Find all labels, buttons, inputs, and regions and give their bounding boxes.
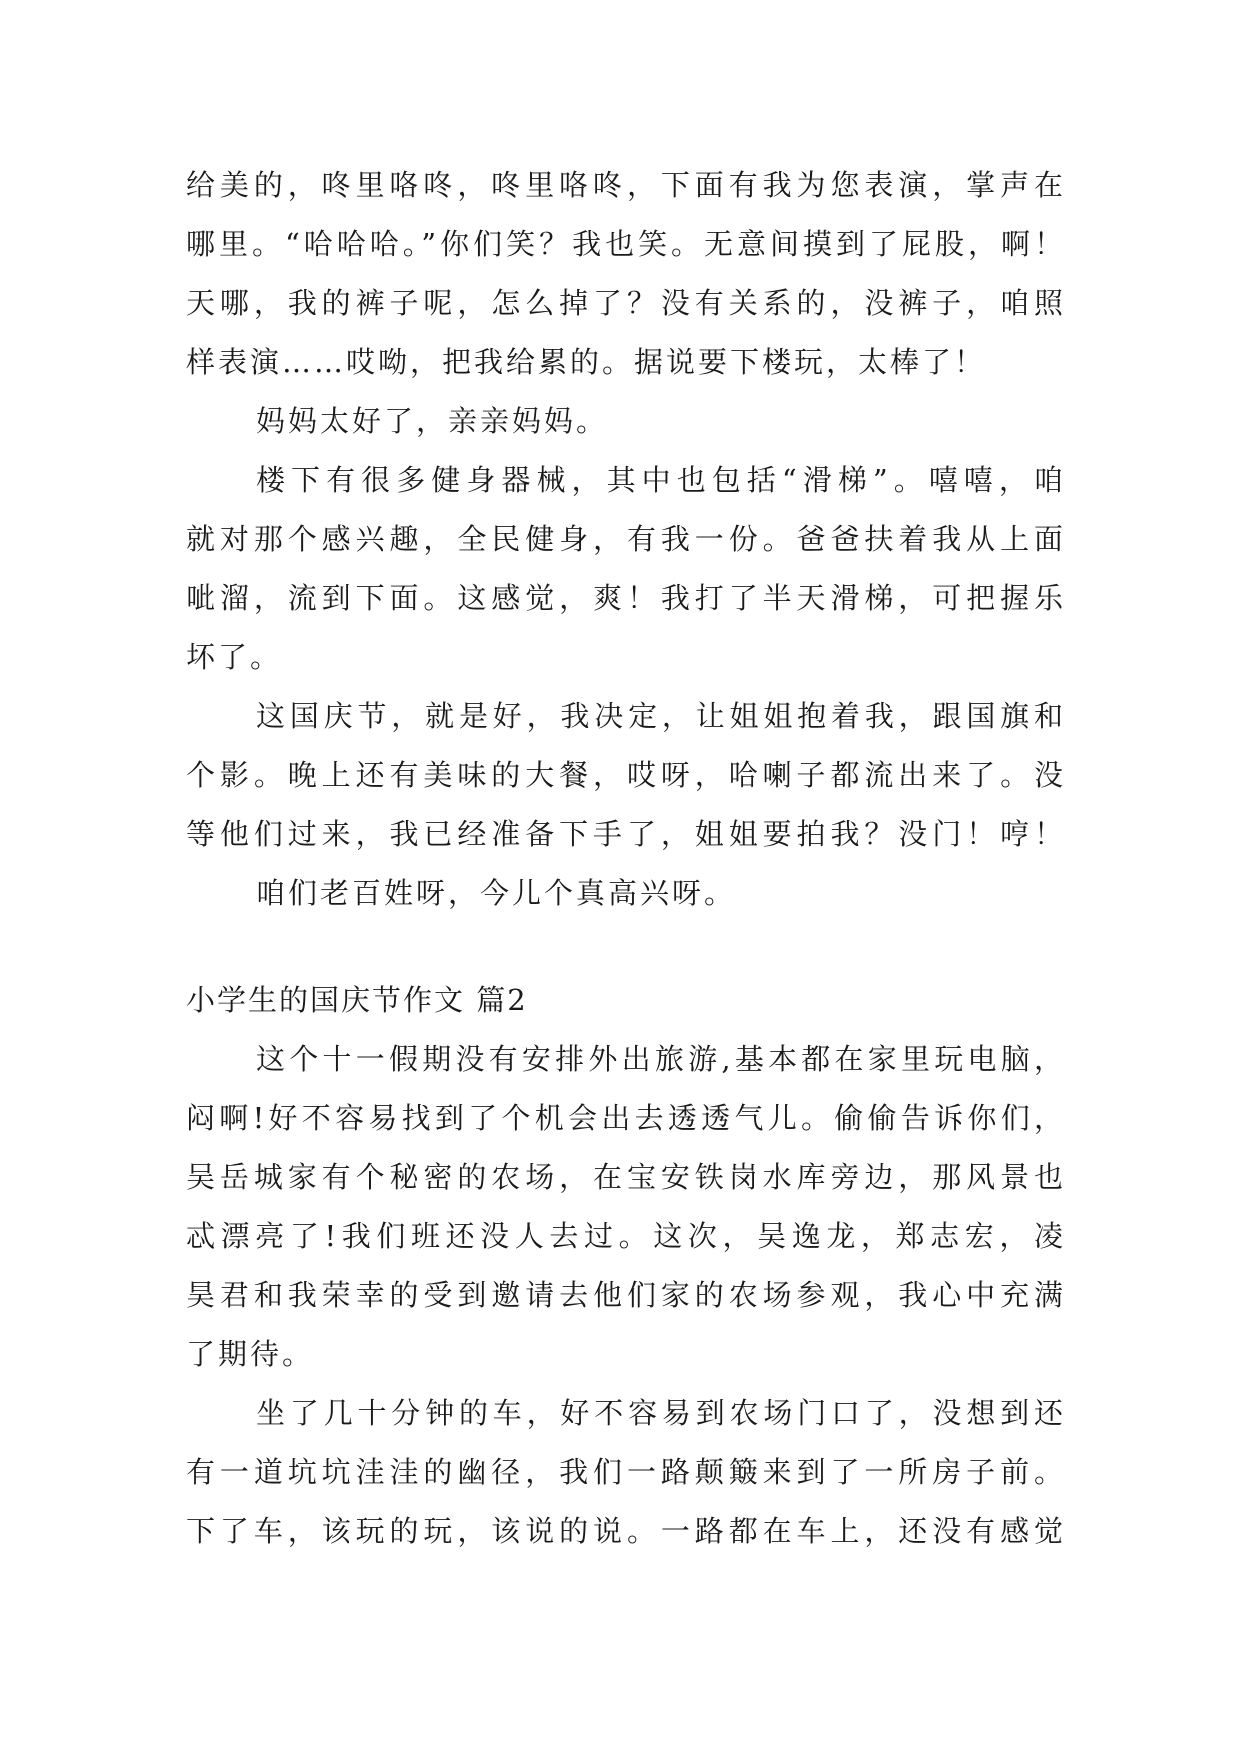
paragraph-line: 天哪，我的裤子呢，怎么掉了？没有关系的，没裤子，咱照 [186,286,1066,320]
paragraph-line: 给美的，咚里咯咚，咚里咯咚，下面有我为您表演，掌声在 [186,168,1066,202]
section-heading: 小学生的国庆节作文 篇2 [186,983,528,1017]
paragraph-line: 楼下有很多健身器械，其中也包括“滑梯”。嘻嘻，咱 [256,463,1066,497]
paragraph-line: 这个十一假期没有安排外出旅游,基本都在家里玩电脑， [256,1042,1066,1076]
paragraph-line: 呲溜，流到下面。这感觉，爽！我打了半天滑梯，可把握乐 [186,581,1066,615]
paragraph-line: 吴岳城家有个秘密的农场，在宝安铁岗水库旁边，那风景也 [186,1160,1066,1194]
paragraph-line: 昊君和我荣幸的受到邀请去他们家的农场参观，我心中充满 [186,1278,1066,1312]
paragraph-line: 等他们过来，我已经准备下手了，姐姐要拍我？没门！哼！ [186,817,1066,851]
paragraph-line: 就对那个感兴趣，全民健身，有我一份。爸爸扶着我从上面 [186,522,1066,556]
paragraph-line: 有一道坑坑洼洼的幽径，我们一路颠簸来到了一所房子前。 [186,1455,1066,1489]
paragraph-line: 样表演……哎呦，把我给累的。据说要下楼玩，太棒了！ [186,345,987,379]
paragraph-line: 下了车，该玩的玩，该说的说。一路都在车上，还没有感觉 [186,1514,1066,1548]
paragraph-line: 个影。晚上还有美味的大餐，哎呀，哈喇子都流出来了。没 [186,758,1066,792]
paragraph-line: 咱们老百姓呀，今儿个真高兴呀。 [256,876,737,910]
paragraph-line: 了期待。 [186,1337,315,1371]
paragraph-line: 妈妈太好了，亲亲妈妈。 [256,404,609,438]
paragraph-line: 哪里。“哈哈哈。”你们笑？我也笑。无意间摸到了屁股，啊！ [186,227,1066,261]
paragraph-line: 坏了。 [186,640,283,674]
paragraph-line: 闷啊!好不容易找到了个机会出去透透气儿。偷偷告诉你们， [186,1101,1066,1135]
paragraph-line: 这国庆节，就是好，我决定，让姐姐抱着我，跟国旗和 [256,699,1066,733]
paragraph-line: 忒漂亮了!我们班还没人去过。这次，吴逸龙，郑志宏，凌 [186,1219,1066,1253]
paragraph-line: 坐了几十分钟的车，好不容易到农场门口了，没想到还 [256,1396,1066,1430]
